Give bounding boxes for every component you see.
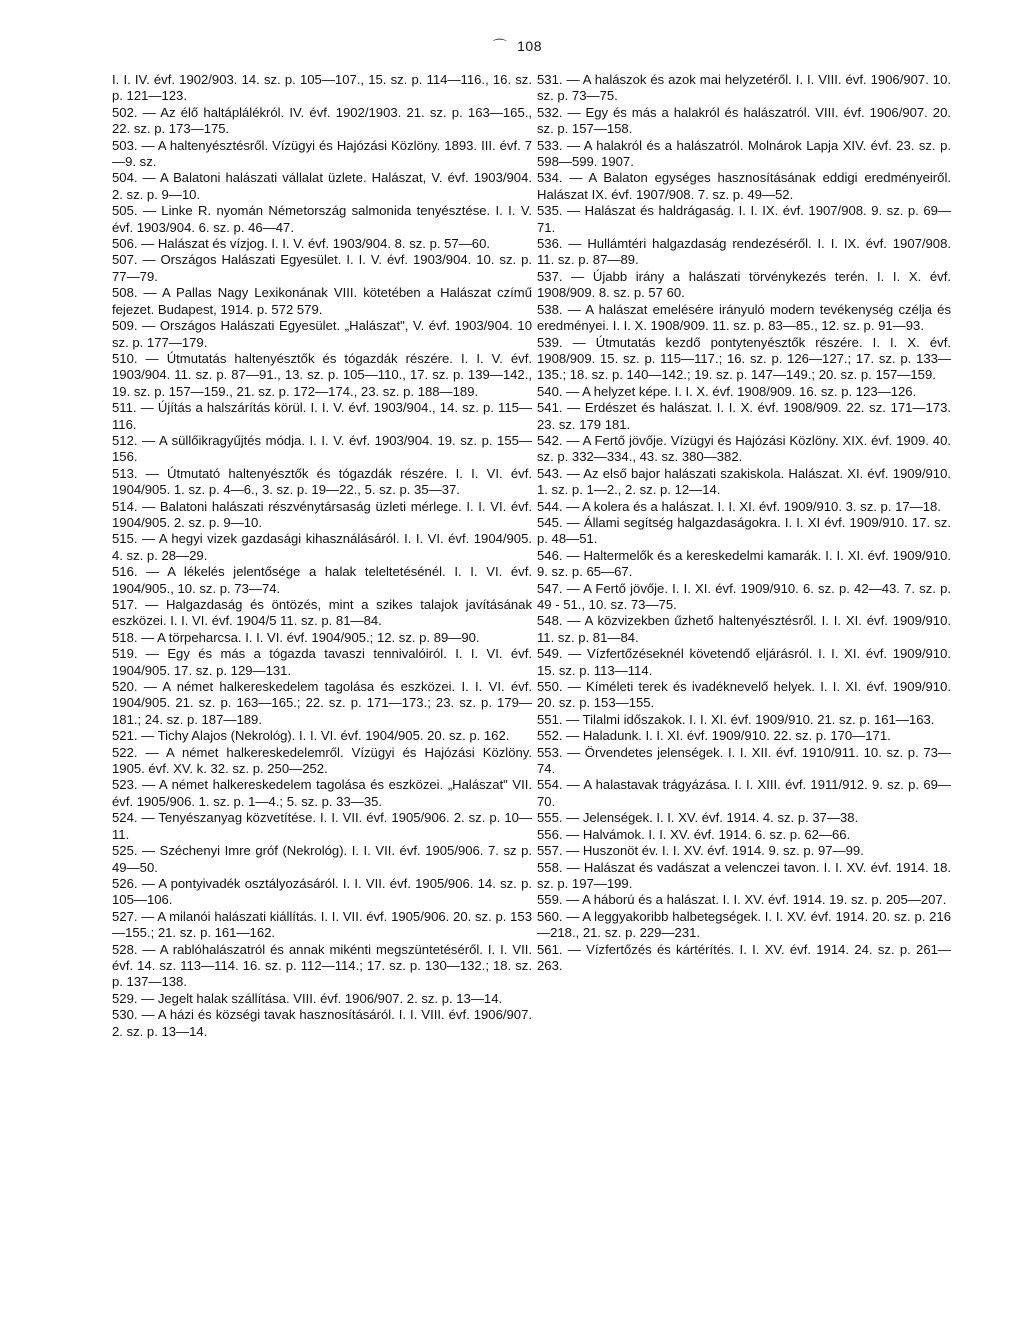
bibliography-entry: 536. — Hullámtéri halgazdaság rendezéséről. I. I. IX. évf. 1907/908. 11. sz. p. 87—89. bbox=[537, 236, 951, 268]
bibliography-entry: 506. — Halászat és vízjog. I. I. V. évf. 1903/904. 8. sz. p. 57—60. bbox=[112, 236, 490, 252]
bibliography-entry: 534. — A Balaton egységes hasznosításának eddigi eredményeiről. Halászat IX. évf. 1907/908. 7. sz. p. 49—52. bbox=[537, 170, 951, 202]
right-column bbox=[537, 72, 951, 974]
bibliography-entry: 541. — Erdészet és halászat. I. I. X. évf. 1908/909. 22. sz. 171—173. 23. sz. 179 181. bbox=[537, 400, 951, 432]
bibliography-entry: 514. — Balatoni halászati részvénytársaság üzleti mérlege. I. I. VI. évf. 1904/905. 2. sz. p. 9—10. bbox=[112, 498, 532, 530]
bibliography-entry: 516. — A lékelés jelentősége a halak teleltetésénél. I. I. VI. évf. 1904/905., 10. sz. p. 73—74. bbox=[112, 564, 532, 596]
header-ornament-icon: ⌒ bbox=[492, 38, 508, 54]
bibliography-entry: 509. — Országos Halászati Egyesület. „Halászat", V. évf. 1903/904. 10 sz. p. 177—179. bbox=[112, 318, 532, 350]
bibliography-entry: 521. — Tichy Alajos (Nekrológ). I. I. VI. évf. 1904/905. 20. sz. p. 162. bbox=[112, 728, 510, 744]
bibliography-entry: 545. — Állami segítség halgazdaságokra. I. I. XI évf. 1909/910. 17. sz. p. 48—51. bbox=[537, 514, 951, 547]
bibliography-entry: 504. — A Balatoni halászati vállalat üzlete. Halászat, V. évf. 1903/904. 2. sz. p. 9—10. bbox=[112, 170, 532, 202]
bibliography-entry: 550. — Kíméleti terek és ivadéknevelő helyek. I. I. XI. évf. 1909/910. 20. sz. p. 153—155. bbox=[537, 679, 951, 711]
page-number: 108 bbox=[517, 38, 542, 54]
bibliography-entry: 538. — A halászat emelésére irányuló modern tevékenység czélja és eredményei. I. I. X. 1908/909. 11. sz. p. 83—85., 12. sz. p. 91—93. bbox=[537, 301, 951, 334]
bibliography-entry: 523. — A német halkereskedelem tagolása és eszközei. „Halászat" VII. évf. 1905/906. 1. sz. p. 1—4.; 5. sz. p. 33—35. bbox=[112, 777, 532, 809]
left-column bbox=[112, 72, 532, 1040]
bibliography-entry: 507. — Országos Halászati Egyesület. I. I. V. évf. 1903/904. 10. sz. p. 77—79. bbox=[112, 252, 532, 284]
bibliography-entry: 517. — Halgazdaság és öntözés, mint a szikes talajok javításának eszközei. I. I. VI. évf. 1904/5 11. sz. p. 81—84. bbox=[112, 597, 532, 629]
bibliography-entry: 527. — A milanói halászati kiállítás. I. I. VII. évf. 1905/906. 20. sz. p. 153—155.; 21. sz. p. 161—162. bbox=[112, 908, 532, 941]
bibliography-entry: 525. — Széchenyi Imre gróf (Nekrológ). I. I. VII. évf. 1905/906. 7. sz p. 49—50. bbox=[112, 843, 532, 875]
bibliography-entry: 560. — A leggyakoribb halbetegségek. I. I. XV. évf. 1914. 20. sz. p. 216—218., 21. sz. p. 229—231. bbox=[537, 908, 951, 941]
bibliography-entry: 520. — A német halkereskedelem tagolása és eszközei. I. I. VI. évf. 1904/905. 21. sz. p. 163—165.; 22. sz. p. 171—173.; 23. sz. p. 179—181.; 24. sz. p. 187—189. bbox=[112, 679, 532, 727]
bibliography-entry: 543. — Az első bajor halászati szakiskola. Halászat. XI. évf. 1909/910. 1. sz. p. 1—2., 2. sz. p. 12—14. bbox=[537, 465, 951, 498]
bibliography-entry: 558. — Halászat és vadászat a velenczei tavon. I. I. XV. évf. 1914. 18. sz. p. 197—199. bbox=[537, 859, 951, 891]
bibliography-entry: 502. — Az élő haltáplálékról. IV. évf. 1902/1903. 21. sz. p. 163—165., 22. sz. p. 173—175. bbox=[112, 104, 532, 137]
bibliography-entry: 522. — A német halkereskedelemről. Vízügyi és Hajózási Közlöny. 1905. évf. XV. k. 32. sz. p. 250—252. bbox=[112, 744, 532, 777]
bibliography-entry: 548. — A közvizekben űzhető haltenyésztésről. I. I. XI. évf. 1909/910. 11. sz. p. 81—84. bbox=[537, 613, 951, 645]
bibliography-entry: 547. — A Fertő jövője. I. I. XI. évf. 1909/910. 6. sz. p. 42—43. 7. sz. p. 49 - 51., 10. sz. 73—75. bbox=[537, 580, 951, 612]
page-header bbox=[493, 36, 542, 56]
bibliography-entry: 549. — Vízfertőzéseknél követendő eljárásról. I. I. XI. évf. 1909/910. 15. sz. p. 113—114. bbox=[537, 646, 951, 678]
bibliography-entry: 533. — A halakról és a halászatról. Molnárok Lapja XIV. évf. 23. sz. p. 598—599. 1907. bbox=[537, 137, 951, 170]
bibliography-entry: 518. — A törpeharcsa. I. I. VI. évf. 1904/905.; 12. sz. p. 89—90. bbox=[112, 629, 480, 645]
bibliography-entry: 557. — Huszonöt év. I. I. XV. évf. 1914. 9. sz. p. 97—99. bbox=[537, 843, 864, 859]
bibliography-entry: 513. — Útmutató haltenyésztők és tógazdák részére. I. I. VI. évf. 1904/905. 1. sz. p. 4—6., 3. sz. p. 19—22., 5. sz. p. 35—37. bbox=[112, 465, 532, 498]
bibliography-entry: 537. — Újabb irány a halászati törvénykezés terén. I. I. X. évf. 1908/909. 8. sz. p. 57 60. bbox=[537, 268, 951, 301]
bibliography-entry: 554. — A halastavak trágyázása. I. I. XIII. évf. 1911/912. 9. sz. p. 69—70. bbox=[537, 777, 951, 809]
bibliography-entry: 512. — A süllőikragyűjtés módja. I. I. V. évf. 1903/904. 19. sz. p. 155—156. bbox=[112, 432, 532, 465]
bibliography-entry: 508. — A Pallas Nagy Lexikonának VIII. kötetében a Halászat czímű fejezet. Budapest, 1914. p. 572 579. bbox=[112, 285, 532, 317]
bibliography-entry: 551. — Tilalmi időszakok. I. I. XI. évf. 1909/910. 21. sz. p. 161—163. bbox=[537, 711, 935, 727]
bibliography-entry: 531. — A halászok és azok mai helyzetéről. I. I. VIII. évf. 1906/907. 10. sz. p. 73—75. bbox=[537, 72, 951, 104]
bibliography-entry: 559. — A háború és a halászat. I. I. XV. évf. 1914. 19. sz. p. 205—207. bbox=[537, 892, 947, 908]
bibliography-entry: 515. — A hegyi vizek gazdasági kihasználásáról. I. I. VI. évf. 1904/905. 4. sz. p. 28—29. bbox=[112, 531, 532, 563]
bibliography-entry: 556. — Halvámok. I. I. XV. évf. 1914. 6. sz. p. 62—66. bbox=[537, 826, 851, 842]
bibliography-entry: 535. — Halászat és haldrágaság. I. I. IX. évf. 1907/908. 9. sz. p. 69—71. bbox=[537, 203, 951, 235]
bibliography-entry: 503. — A haltenyésztésről. Vízügyi és Hajózási Közlöny. 1893. III. évf. 7—9. sz. bbox=[112, 137, 532, 170]
bibliography-entry: 540. — A helyzet képe. I. I. X. évf. 1908/909. 16. sz. p. 123—126. bbox=[537, 383, 917, 399]
bibliography-entry: 561. — Vízfertőzés és kártérítés. I. I. XV. évf. 1914. 24. sz. p. 261—263. bbox=[537, 941, 951, 973]
bibliography-entry: 524. — Tenyészanyag közvetítése. I. I. VII. évf. 1905/906. 2. sz. p. 10—11. bbox=[112, 810, 532, 842]
bibliography-entry: 552. — Haladunk. I. I. XI. évf. 1909/910. 22. sz. p. 170—171. bbox=[537, 728, 891, 744]
bibliography-entry: 528. — A rablóhalászatról és annak mikénti megszüntetéséről. I. I. VII. évf. 14. sz. 113—114. 16. sz. p. 112—114.; 17. sz. p. 130—132.; 18. sz. p. 137—138. bbox=[112, 941, 532, 990]
bibliography-entry: 532. — Egy és más a halakról és halászatról. VIII. évf. 1906/907. 20. sz. p. 157—158. bbox=[537, 104, 951, 137]
bibliography-entry: 553. — Örvendetes jelenségek. I. I. XII. évf. 1910/911. 10. sz. p. 73—74. bbox=[537, 744, 951, 777]
bibliography-entry: 546. — Haltermelők és a kereskedelmi kamarák. I. I. XI. évf. 1909/910. 9. sz. p. 65—67. bbox=[537, 547, 951, 580]
bibliography-entry: 529. — Jegelt halak szállítása. VIII. évf. 1906/907. 2. sz. p. 13—14. bbox=[112, 990, 503, 1006]
bibliography-entry: 511. — Újítás a halszárítás körül. I. I. V. évf. 1903/904., 14. sz. p. 115—116. bbox=[112, 400, 532, 432]
bibliography-entry: 544. — A kolera és a halászat. I. I. XI. évf. 1909/910. 3. sz. p. 17—18. bbox=[537, 498, 941, 514]
bibliography-entry: 510. — Útmutatás haltenyésztők és tógazdák részére. I. I. V. évf. 1903/904. 11. sz. p. 87—91., 13. sz. p. 105—110., 17. sz. p. 139—142., 19. sz. p. 157—159., 21. sz. p. 172—174., 23. sz. p. 188—189. bbox=[112, 350, 532, 399]
bibliography-entry: 519. — Egy és más a tógazda tavaszi tennivalóiról. I. I. VI. évf. 1904/905. 17. sz. p. 129—131. bbox=[112, 646, 532, 678]
bibliography-entry: 539. — Útmutatás kezdő pontytenyésztők részére. I. I. X. évf. 1908/909. 15. sz. p. 115—117.; 16. sz. p. 126—127.; 17. sz. p. 133—135.; 18. sz. p. 140—142.; 19. sz. p. 147—149.; 20. sz. p. 157—159. bbox=[537, 334, 951, 383]
bibliography-entry: I. I. IV. évf. 1902/903. 14. sz. p. 105—107., 15. sz. p. 114—116., 16. sz. p. 121—123. bbox=[112, 72, 532, 104]
bibliography-entry: 526. — A pontyivadék osztályozásáról. I. I. VII. évf. 1905/906. 14. sz. p. 105—106. bbox=[112, 875, 532, 908]
bibliography-entry: 555. — Jelenségek. I. I. XV. évf. 1914. 4. sz. p. 37—38. bbox=[537, 810, 859, 826]
bibliography-entry: 542. — A Fertő jövője. Vízügyi és Hajózási Közlöny. XIX. évf. 1909. 40. sz. p. 332—334., 43. sz. 380—382. bbox=[537, 432, 951, 465]
bibliography-entry: 530. — A házi és községi tavak hasznosításáról. I. I. VIII. évf. 1906/907. 2. sz. p. 13—14. bbox=[112, 1007, 532, 1039]
bibliography-entry: 505. — Linke R. nyomán Németország salmonida tenyésztése. I. I. V. évf. 1903/904. 6. sz. p. 46—47. bbox=[112, 203, 532, 235]
